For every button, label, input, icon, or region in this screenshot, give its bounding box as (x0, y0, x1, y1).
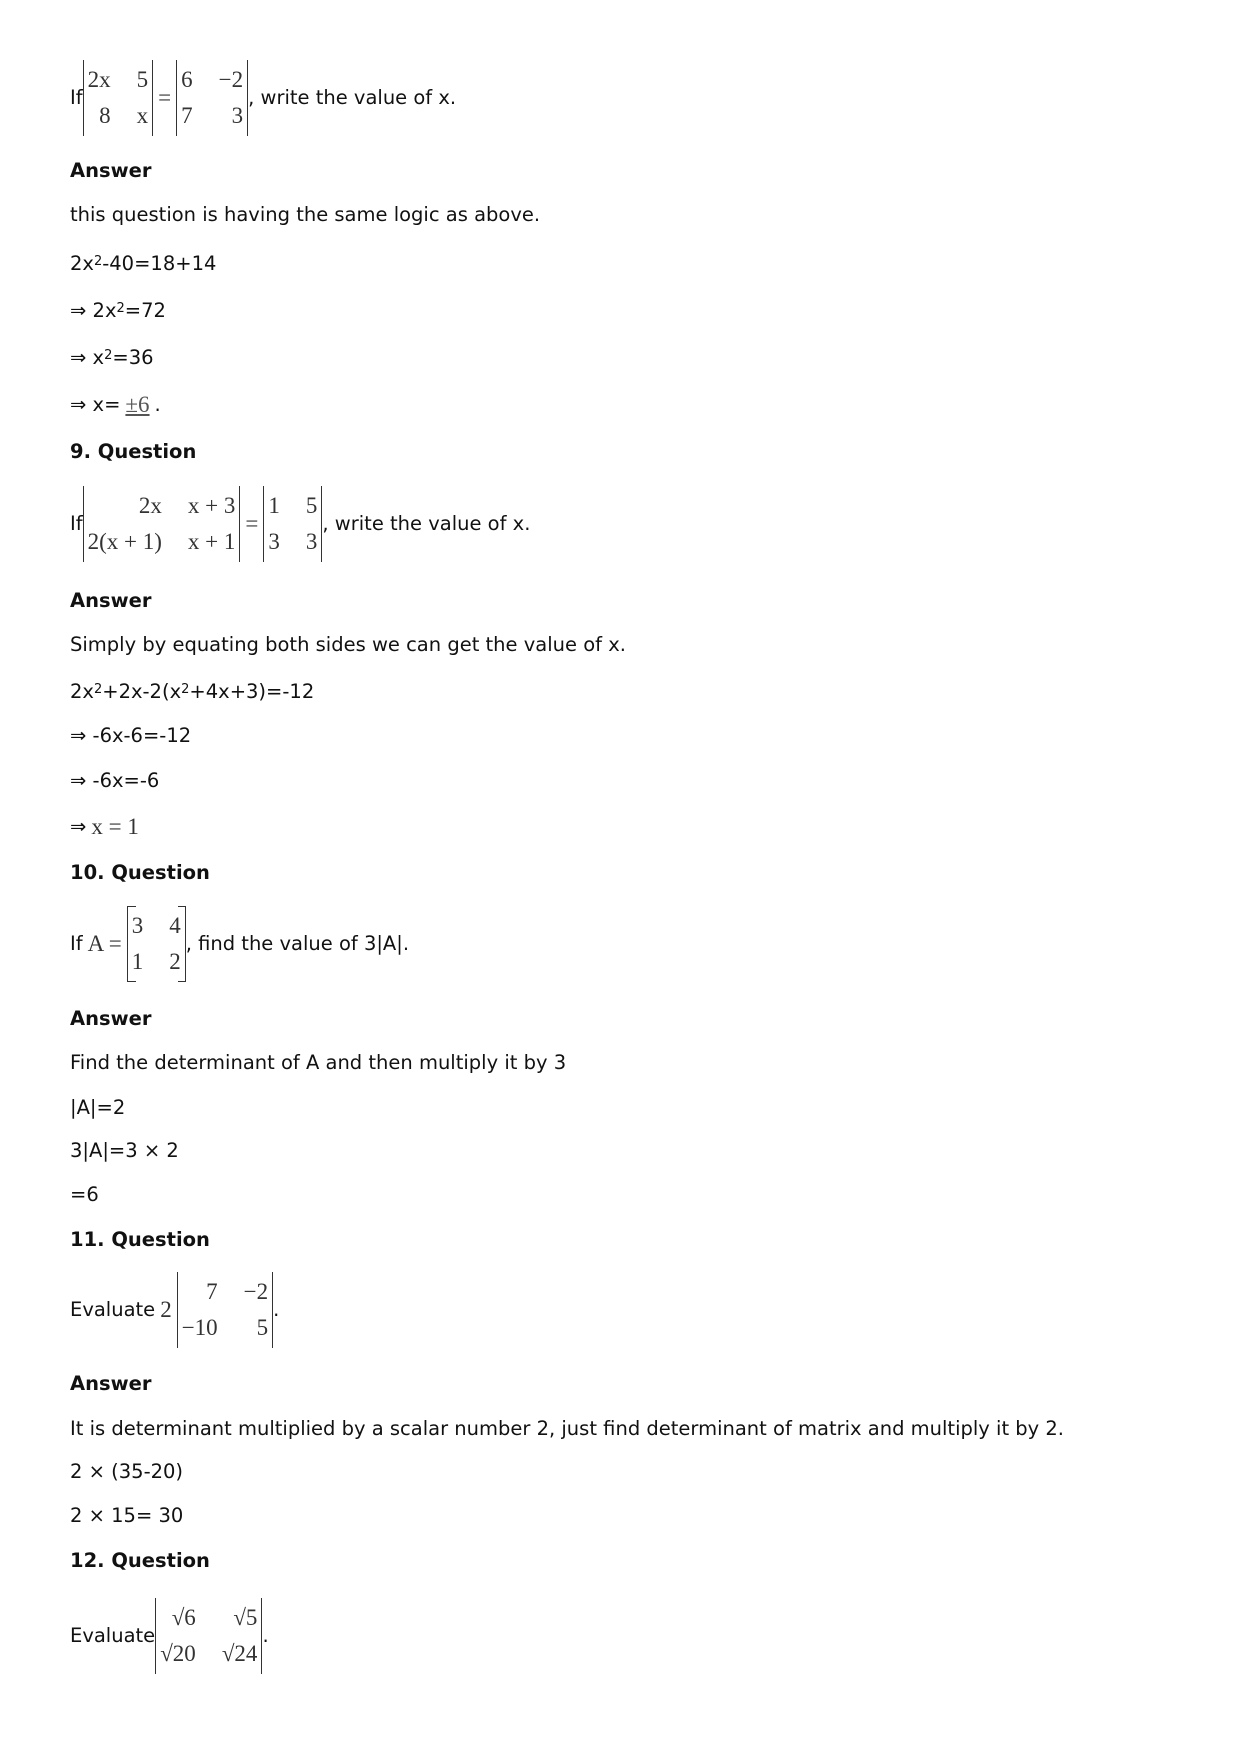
text-segment: Simply by equating both sides we can get the value of x. (70, 633, 626, 656)
text-segment: , write the value of x. (322, 512, 531, 535)
matrix-cell: √20 (160, 1641, 196, 1666)
matrix-cell: 2x (138, 493, 162, 518)
matrix-cell: 5 (305, 493, 318, 518)
text-segment: 2x (70, 680, 94, 703)
answer-line (70, 1050, 566, 1076)
text-segment: -40=18+14 (102, 252, 217, 275)
text-segment: , find the value of 3|A|. (185, 932, 410, 955)
matrix-cell: 5 (136, 67, 149, 92)
text-segment: +4x+3)=-12 (189, 680, 315, 703)
answer-line (70, 1459, 183, 1485)
text-segment: . (154, 393, 161, 416)
answer-line (70, 1095, 125, 1121)
math-symbol: = (245, 511, 259, 536)
matrix-cell: 2 (169, 949, 181, 974)
question-statement (70, 1596, 269, 1676)
text-segment: ⇒ -6x-6=-12 (70, 724, 192, 747)
matrix (127, 906, 186, 982)
section-heading (70, 158, 151, 184)
answer-line (70, 768, 159, 794)
matrix-cell: 7 (206, 1279, 218, 1304)
matrix-cell: √24 (221, 1641, 258, 1666)
answer-line: 2x $^2$ +2x-2(x $^2$ +4x+3)=-12 (70, 680, 315, 703)
text-segment: If (70, 86, 83, 109)
matrix-cell: 6 (181, 67, 193, 92)
answer-line (70, 202, 540, 228)
answer-line (70, 814, 144, 840)
math-symbol: 2 (160, 1297, 172, 1322)
matrix-cell: 3 (131, 913, 144, 938)
matrix-cell: 5 (256, 1315, 269, 1340)
determinant (83, 486, 241, 562)
text-segment: 12. Question (70, 1549, 210, 1572)
text-segment: 3|A|=3 × 2 (70, 1139, 179, 1162)
text-segment: Evaluate (70, 1624, 156, 1647)
section-heading (70, 860, 210, 886)
determinant (177, 1272, 273, 1348)
text-segment: ⇒ -6x=-6 (70, 769, 160, 792)
matrix-cell: √5 (233, 1605, 258, 1630)
matrix-cell: x + 1 (187, 529, 236, 554)
answer-line (70, 632, 626, 658)
math-symbol: x = 1 (91, 814, 139, 839)
text-segment: Find the determinant of A and then multiply it by 3 (70, 1051, 567, 1074)
plus-minus-value: ±6 (125, 392, 150, 417)
determinant (263, 486, 322, 562)
matrix-cell: x (136, 103, 149, 128)
text-segment: 9. Question (70, 440, 197, 463)
matrix-cell: −2 (218, 67, 244, 92)
question-statement (70, 904, 409, 984)
section-heading (70, 1371, 151, 1397)
answer-line (70, 392, 161, 418)
text-segment: =72 (124, 299, 166, 322)
matrix-cell: 3 (231, 103, 244, 128)
text-segment: 11. Question (70, 1228, 210, 1251)
text-segment: 10. Question (70, 861, 210, 884)
matrix-cell: 3 (305, 529, 318, 554)
text-segment: If (70, 512, 83, 535)
answer-line: 2x $^2$ -40=18+14 (70, 252, 217, 275)
matrix-cell: −2 (243, 1279, 269, 1304)
matrix-cell: 2x (87, 67, 111, 92)
answer-line (70, 1182, 99, 1208)
section-heading (70, 1227, 210, 1253)
text-segment: Answer (70, 1372, 152, 1395)
text-segment: Evaluate (70, 1298, 156, 1321)
math-symbol: = (158, 85, 172, 110)
text-segment: 2x (70, 252, 94, 275)
text-segment: . (262, 1624, 269, 1647)
section-heading (70, 1006, 151, 1032)
question-statement (70, 58, 456, 138)
determinant (83, 60, 154, 136)
text-segment: ⇒ (70, 815, 87, 838)
answer-line (70, 723, 191, 749)
section-heading (70, 1548, 210, 1574)
text-segment: =36 (112, 346, 154, 369)
text-segment: ⇒ x (70, 346, 105, 369)
matrix-cell: −10 (181, 1315, 218, 1340)
text-segment: this question is having the same logic as above. (70, 203, 541, 226)
text-segment: |A|=2 (70, 1096, 126, 1119)
math-symbol: A = (87, 931, 122, 956)
matrix-brackets (127, 906, 186, 982)
matrix-cell: 1 (268, 493, 280, 518)
section-heading (70, 588, 151, 614)
answer-line (70, 1416, 1064, 1442)
matrix-cell: 7 (181, 103, 193, 128)
text-segment: If (70, 932, 83, 955)
matrix-cell: 4 (169, 913, 181, 938)
text-segment: , write the value of x. (248, 86, 457, 109)
text-segment: 2 × 15= 30 (70, 1504, 184, 1527)
section-heading (70, 439, 196, 465)
answer-line (70, 1138, 179, 1164)
text-segment: . (273, 1298, 280, 1321)
text-segment: Answer (70, 1007, 152, 1030)
matrix-cell: 3 (268, 529, 280, 554)
text-segment: ⇒ x= (70, 393, 121, 416)
determinant (176, 60, 248, 136)
matrix-cell: √6 (171, 1605, 196, 1630)
text-segment: It is determinant multiplied by a scalar number 2, just find determinant of matrix and multiply it by 2. (70, 1417, 1065, 1440)
text-segment: ⇒ 2x (70, 299, 117, 322)
text-segment: 2 × (35-20) (70, 1460, 184, 1483)
text-segment: Answer (70, 159, 152, 182)
matrix-cell: 1 (131, 949, 144, 974)
question-statement (70, 484, 530, 564)
answer-line (70, 1503, 183, 1529)
determinant (155, 1598, 262, 1674)
matrix-cell: 2(x + 1) (87, 529, 162, 554)
text-segment: +2x-2(x (102, 680, 182, 703)
answer-line: ⇒ x $^2$ =36 (70, 346, 154, 369)
matrix-cell: 8 (99, 103, 111, 128)
answer-line: ⇒ 2x $^2$ =72 (70, 299, 166, 322)
question-statement (70, 1270, 279, 1350)
text-segment: =6 (70, 1183, 99, 1206)
text-segment: Answer (70, 589, 152, 612)
matrix-cell: x + 3 (187, 493, 236, 518)
